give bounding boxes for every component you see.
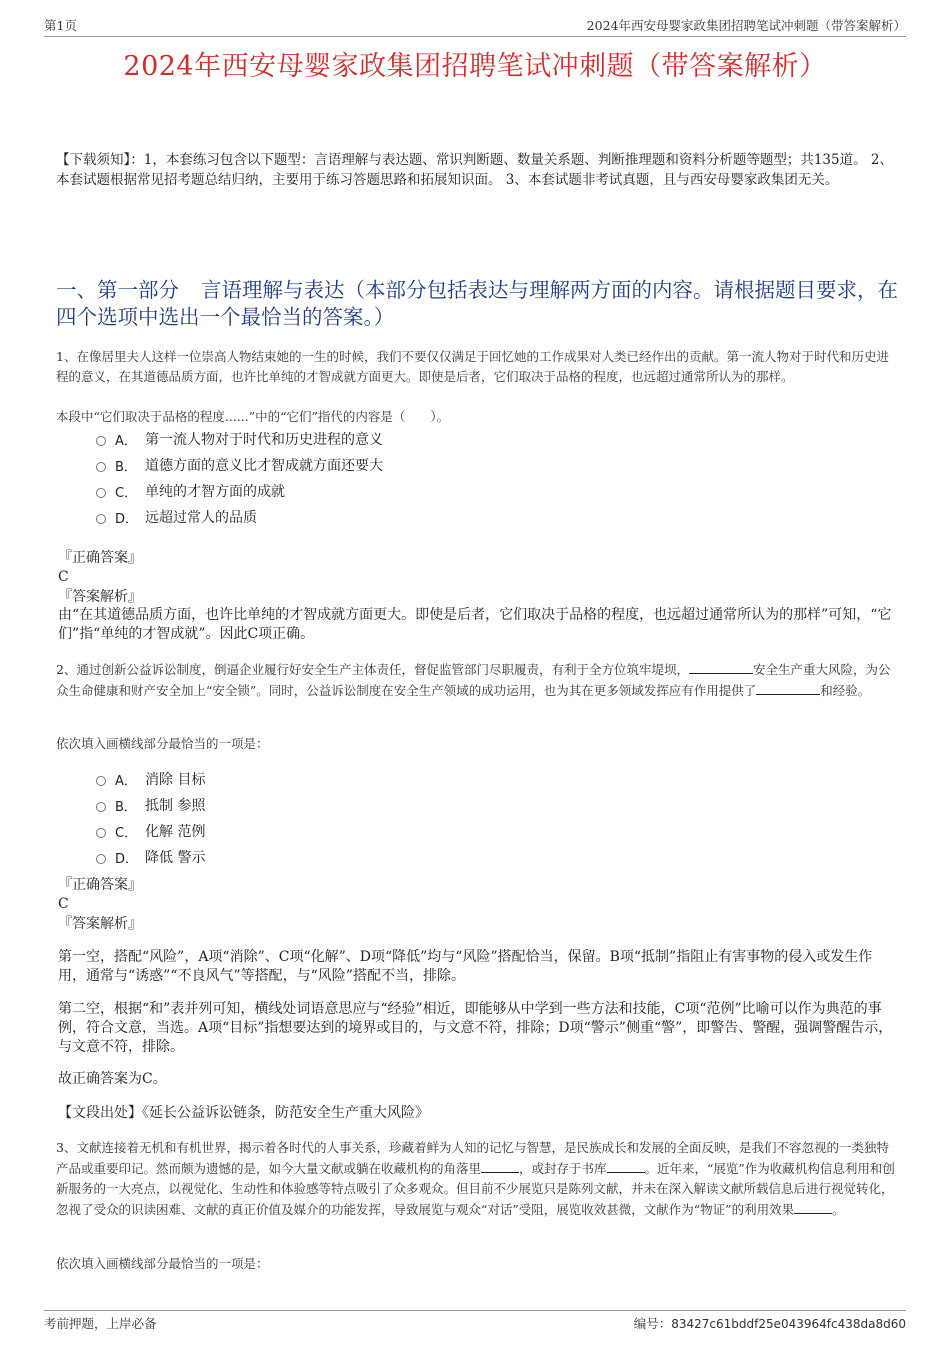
document-code	[634, 1314, 906, 1332]
question-2-analysis-label: 『答案解析』	[58, 916, 142, 932]
option-text: 抵制 参照	[145, 798, 206, 814]
question-3-stem	[56, 1138, 898, 1220]
option-letter: C．	[115, 485, 138, 501]
header-doc-title: 2024年西安母婴家政集团招聘笔试冲刺题（带答案解析）	[586, 18, 906, 33]
question-1-answer-label: 『正确答案』	[58, 550, 142, 566]
fill-blank	[481, 1158, 519, 1173]
page-number: 第1页	[44, 18, 77, 33]
option-text: 降低 警示	[145, 850, 206, 866]
radio-icon[interactable]	[96, 776, 106, 786]
fill-blank	[607, 1158, 645, 1173]
fill-blank	[794, 1199, 832, 1214]
code-label: 编号：	[633, 1316, 672, 1331]
download-notice: 【下载须知】：1，本套练习包含以下题型：言语理解与表达题、常识判断题、数量关系题、判断推理题和资料分析题等题型；共135道。 2、本套试题根据常见招考题总结归纳，主要用于练习答题思路和拓展知识面。 3、本套试题非考试真题，且与西安母婴家政集团无关。	[56, 152, 893, 188]
option-b[interactable]	[96, 792, 205, 818]
stem-text: ，或封存于书库	[519, 1161, 607, 1176]
question-2-answer-label: 『正确答案』	[58, 877, 142, 893]
stem-text: 3、文献连接着无机和有机世界，揭示着各时代的人事关系，珍藏着鲜为人知的记忆与智慧，是民族成长和发展的全面反映，是我们不容忽视的一类独特产品或重要印记。然而颇为遗憾的是，如今大量文献或躺在收藏机构的角落里	[56, 1140, 889, 1176]
stem-text: 安全生产重大风险，为公众生命健康和财产安全加上“安全锁”。同时，公益诉讼制度在安全生产领域的成功运用，也为其在更多领域发挥应有作用提供了	[56, 662, 891, 698]
radio-icon[interactable]	[96, 514, 106, 524]
question-1-analysis-label: 『答案解析』	[58, 589, 142, 605]
document-title: 2024年西安母婴家政集团招聘笔试冲刺题（带答案解析）	[123, 51, 827, 82]
question-1-analysis: 由“在其道德品质方面，也许比单纯的才智成就方面更大。即使是后者，它们取决于品格的程度，也远超过通常所认为的那样”可知，“它们”指“单纯的才智成就”。因此C项正确。	[58, 607, 892, 642]
page-footer	[44, 1310, 906, 1335]
option-text: 单纯的才智方面的成就	[145, 484, 285, 500]
question-1-stem: 1、在像居里夫人这样一位崇高人物结束她的一生的时候，我们不要仅仅满足于回忆她的工作成果对人类已经作出的贡献。第一流人物对于时代和历史进程的意义，在其道德品质方面，也许比单纯的才智成就方面更大。即使是后者，它们取决于品格的程度，也远超过通常所认为的那样。	[56, 349, 889, 384]
question-2-analysis-p2: 第二空，根据“和”表并列可知，横线处词语意思应与“经验”相近，即能够从中学到一些方法和技能，C项“范例”比喻可以作为典范的事例，符合文意，当选。A项“目标”指想要达到的境界或目的，与文意不符，排除；D项“警示”侧重“警”，即警告、警醒，强调警醒告示，与文意不符，排除。	[58, 1001, 893, 1055]
option-letter: D．	[115, 511, 139, 527]
footer-slogan: 考前押题，上岸必备	[44, 1316, 157, 1331]
stem-text: 2、通过创新公益诉讼制度，倒逼企业履行好安全生产主体责任，督促监管部门尽职履责，有利于全方位筑牢堤坝，	[56, 662, 689, 677]
option-letter: A．	[115, 773, 137, 789]
option-letter: B．	[115, 799, 137, 815]
fill-blank	[689, 659, 753, 674]
option-a[interactable]	[96, 766, 205, 792]
question-2-analysis-p1: 第一空，搭配“风险”，A项“消除”、C项“化解”、D项“降低”均与“风险”搭配恰当，保留。B项“抵制”指阻止有害事物的侵入或发生作用，通常与“诱惑”“不良风气”等搭配，与“风险”搭配不当，排除。	[58, 949, 873, 984]
option-a[interactable]	[96, 426, 383, 452]
fill-blank	[756, 680, 820, 695]
radio-icon[interactable]	[96, 802, 106, 812]
question-2-answer: C	[58, 896, 69, 912]
section-number: 一、第一部分	[56, 278, 179, 302]
option-text: 道德方面的意义比才智成就方面还要大	[145, 458, 383, 474]
option-text: 化解 范例	[145, 824, 206, 840]
option-letter: D．	[115, 851, 139, 867]
section-description: 言语理解与表达（本部分包括表达与理解两方面的内容。请根据题目要求，在四个选项中选出一个最恰当的答案。）	[56, 278, 898, 329]
option-d[interactable]	[96, 504, 383, 530]
stem-text: 和经验。	[820, 683, 871, 698]
question-1-options	[96, 426, 383, 530]
page-header	[44, 12, 906, 37]
question-2-options	[96, 766, 205, 870]
question-3-prompt: 依次填入画横线部分最恰当的一项是：	[56, 1256, 269, 1271]
question-1-answer: C	[58, 569, 69, 585]
section-heading	[56, 277, 898, 331]
radio-icon[interactable]	[96, 488, 106, 498]
question-2-source: 【文段出处】《延长公益诉讼链条，防范安全生产重大风险》	[58, 1105, 429, 1121]
option-text: 远超过常人的品质	[145, 510, 257, 526]
option-letter: C．	[115, 825, 138, 841]
code-value: 83427c61bddf25e043964fc438da8d60	[671, 1317, 906, 1331]
option-letter: A．	[115, 433, 137, 449]
question-2-prompt: 依次填入画横线部分最恰当的一项是：	[56, 736, 269, 751]
option-letter: B．	[115, 459, 137, 475]
option-d[interactable]	[96, 844, 205, 870]
question-1-prompt: 本段中“它们取决于品格的程度......”中的“它们”指代的内容是（ ）。	[56, 409, 450, 424]
question-2-stem	[56, 659, 898, 701]
stem-text: 。近年来，“展览”作为收藏机构信息利用和创新服务的一大亮点，以视觉化、生动性和体验感等特点吸引了众多观众。但目前不少展览只是陈列文献，并未在深入解读文献所载信息后进行视觉转化，忽视了受众的识读困难、文献的真正价值及媒介的功能发挥，导致展览与观众“对话”受阻，展览收效甚微，文献作为“物证”的利用效果	[56, 1161, 895, 1217]
stem-text: 。	[832, 1202, 845, 1217]
option-text: 第一流人物对于时代和历史进程的意义	[145, 432, 383, 448]
option-c[interactable]	[96, 818, 205, 844]
radio-icon[interactable]	[96, 828, 106, 838]
radio-icon[interactable]	[96, 854, 106, 864]
option-text: 消除 目标	[145, 772, 206, 788]
radio-icon[interactable]	[96, 462, 106, 472]
radio-icon[interactable]	[96, 436, 106, 446]
option-b[interactable]	[96, 452, 383, 478]
option-c[interactable]	[96, 478, 383, 504]
question-2-conclusion: 故正确答案为C。	[58, 1071, 167, 1087]
